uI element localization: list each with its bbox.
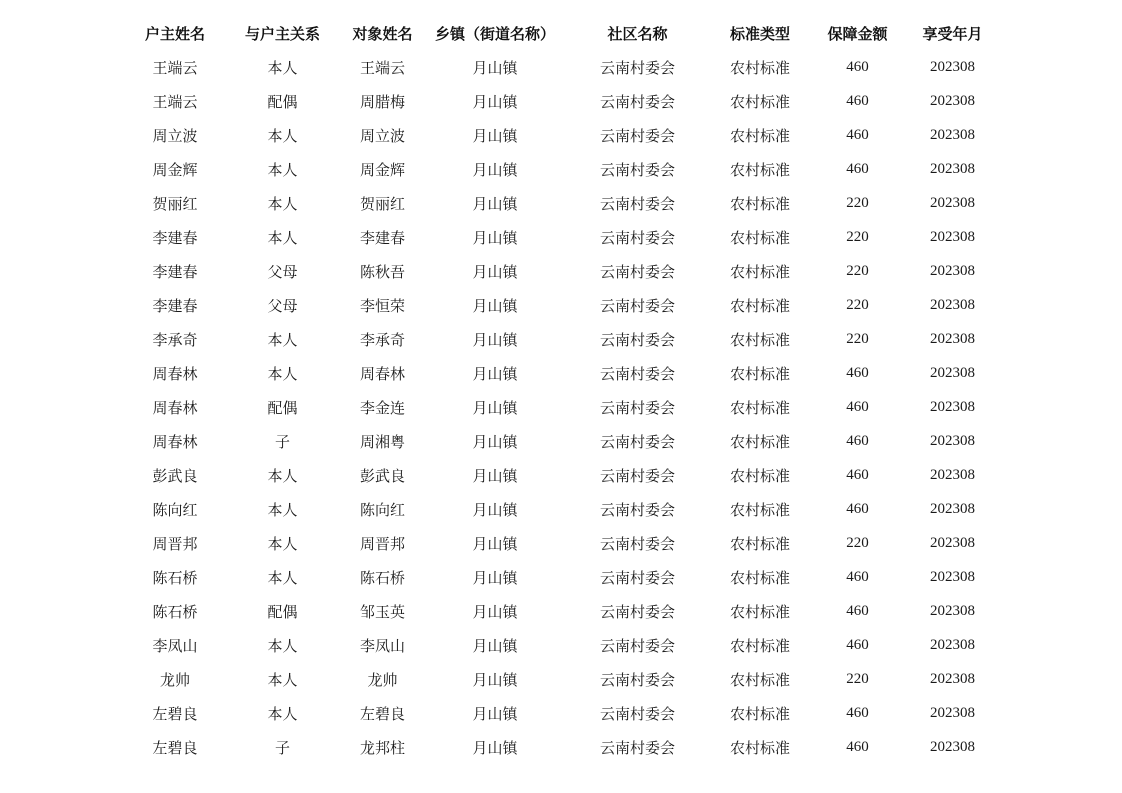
cell-benefit-month: 202308	[930, 58, 975, 75]
cell-recipient-name: 李恒荣	[359, 296, 405, 315]
cell-recipient-name: 左碧良	[359, 704, 405, 723]
cell-subsidy-amount: 460	[846, 92, 869, 109]
cell-benefit-month: 202308	[930, 92, 975, 109]
cell-household-head-name: 周春林	[152, 398, 198, 417]
table-row	[120, 390, 995, 424]
table-body	[120, 50, 995, 764]
cell-subsidy-amount: 220	[846, 670, 869, 687]
cell-benefit-month: 202308	[930, 636, 975, 653]
cell-standard-type: 农村标准	[729, 330, 790, 349]
cell-benefit-month: 202308	[930, 534, 975, 551]
cell-household-head-name: 李建春	[152, 262, 198, 281]
cell-recipient-name: 陈向红	[359, 500, 405, 519]
cell-standard-type: 农村标准	[729, 58, 790, 77]
cell-standard-type: 农村标准	[729, 738, 790, 757]
beneficiary-table	[120, 16, 995, 764]
cell-community-name: 云南村委会	[599, 568, 675, 587]
cell-benefit-month: 202308	[930, 466, 975, 483]
cell-community-name: 云南村委会	[599, 704, 675, 723]
cell-community-name: 云南村委会	[599, 126, 675, 145]
cell-household-head-name: 周晋邦	[152, 534, 198, 553]
header-row	[120, 16, 995, 50]
table-row	[120, 186, 995, 220]
cell-relationship: 配偶	[267, 398, 298, 417]
cell-relationship: 父母	[267, 296, 298, 315]
cell-township: 月山镇	[472, 228, 518, 247]
table-row	[120, 458, 995, 492]
cell-relationship: 本人	[267, 126, 298, 145]
cell-subsidy-amount: 460	[846, 398, 869, 415]
cell-standard-type: 农村标准	[729, 364, 790, 383]
cell-recipient-name: 李承奇	[359, 330, 405, 349]
cell-subsidy-amount: 220	[846, 194, 869, 211]
cell-township: 月山镇	[472, 92, 518, 111]
cell-township: 月山镇	[472, 364, 518, 383]
cell-household-head-name: 王端云	[152, 92, 198, 111]
cell-standard-type: 农村标准	[729, 160, 790, 179]
cell-standard-type: 农村标准	[729, 194, 790, 213]
cell-subsidy-amount: 460	[846, 126, 869, 143]
cell-household-head-name: 左碧良	[152, 704, 198, 723]
cell-household-head-name: 左碧良	[152, 738, 198, 757]
header-community-name: 社区名称	[607, 24, 668, 43]
cell-township: 月山镇	[472, 194, 518, 213]
table-row	[120, 560, 995, 594]
cell-benefit-month: 202308	[930, 160, 975, 177]
cell-household-head-name: 王端云	[152, 58, 198, 77]
cell-relationship: 本人	[267, 194, 298, 213]
header-household-head-name: 户主姓名	[144, 24, 205, 43]
cell-township: 月山镇	[472, 670, 518, 689]
cell-community-name: 云南村委会	[599, 670, 675, 689]
cell-community-name: 云南村委会	[599, 500, 675, 519]
cell-recipient-name: 周金辉	[359, 160, 405, 179]
cell-household-head-name: 陈向红	[152, 500, 198, 519]
cell-community-name: 云南村委会	[599, 194, 675, 213]
cell-standard-type: 农村标准	[729, 126, 790, 145]
cell-township: 月山镇	[472, 738, 518, 757]
cell-relationship: 本人	[267, 160, 298, 179]
cell-standard-type: 农村标准	[729, 466, 790, 485]
cell-subsidy-amount: 460	[846, 364, 869, 381]
cell-household-head-name: 李建春	[152, 228, 198, 247]
cell-township: 月山镇	[472, 466, 518, 485]
cell-relationship: 本人	[267, 58, 298, 77]
cell-household-head-name: 陈石桥	[152, 568, 198, 587]
cell-relationship: 本人	[267, 636, 298, 655]
cell-standard-type: 农村标准	[729, 500, 790, 519]
header-benefit-month: 享受年月	[922, 24, 983, 43]
cell-recipient-name: 陈秋吾	[359, 262, 405, 281]
header-standard-type: 标准类型	[729, 24, 790, 43]
cell-household-head-name: 彭武良	[152, 466, 198, 485]
table-row	[120, 84, 995, 118]
cell-recipient-name: 陈石桥	[359, 568, 405, 587]
cell-subsidy-amount: 460	[846, 602, 869, 619]
table-row	[120, 696, 995, 730]
cell-relationship: 本人	[267, 466, 298, 485]
table-row	[120, 50, 995, 84]
cell-relationship: 本人	[267, 330, 298, 349]
cell-subsidy-amount: 220	[846, 534, 869, 551]
cell-household-head-name: 贺丽红	[152, 194, 198, 213]
cell-community-name: 云南村委会	[599, 330, 675, 349]
cell-standard-type: 农村标准	[729, 670, 790, 689]
cell-community-name: 云南村委会	[599, 58, 675, 77]
cell-benefit-month: 202308	[930, 500, 975, 517]
cell-recipient-name: 彭武良	[359, 466, 405, 485]
table-row	[120, 628, 995, 662]
cell-subsidy-amount: 460	[846, 568, 869, 585]
cell-subsidy-amount: 460	[846, 58, 869, 75]
cell-household-head-name: 李凤山	[152, 636, 198, 655]
cell-community-name: 云南村委会	[599, 636, 675, 655]
header-subsidy-amount: 保障金额	[827, 24, 888, 43]
cell-standard-type: 农村标准	[729, 636, 790, 655]
cell-community-name: 云南村委会	[599, 398, 675, 417]
cell-subsidy-amount: 220	[846, 296, 869, 313]
cell-relationship: 本人	[267, 670, 298, 689]
table-row	[120, 356, 995, 390]
cell-benefit-month: 202308	[930, 228, 975, 245]
cell-township: 月山镇	[472, 58, 518, 77]
cell-benefit-month: 202308	[930, 670, 975, 687]
cell-subsidy-amount: 460	[846, 466, 869, 483]
table-row	[120, 288, 995, 322]
cell-community-name: 云南村委会	[599, 262, 675, 281]
cell-recipient-name: 周立波	[359, 126, 405, 145]
cell-subsidy-amount: 460	[846, 704, 869, 721]
cell-relationship: 父母	[267, 262, 298, 281]
cell-community-name: 云南村委会	[599, 160, 675, 179]
cell-benefit-month: 202308	[930, 330, 975, 347]
cell-benefit-month: 202308	[930, 568, 975, 585]
table-row	[120, 322, 995, 356]
cell-community-name: 云南村委会	[599, 432, 675, 451]
cell-standard-type: 农村标准	[729, 398, 790, 417]
cell-benefit-month: 202308	[930, 296, 975, 313]
cell-community-name: 云南村委会	[599, 534, 675, 553]
cell-recipient-name: 李凤山	[359, 636, 405, 655]
table-row	[120, 594, 995, 628]
cell-household-head-name: 周春林	[152, 432, 198, 451]
cell-household-head-name: 周金辉	[152, 160, 198, 179]
cell-standard-type: 农村标准	[729, 296, 790, 315]
cell-township: 月山镇	[472, 534, 518, 553]
cell-township: 月山镇	[472, 330, 518, 349]
cell-community-name: 云南村委会	[599, 602, 675, 621]
cell-standard-type: 农村标准	[729, 228, 790, 247]
cell-benefit-month: 202308	[930, 126, 975, 143]
cell-subsidy-amount: 460	[846, 160, 869, 177]
table-row	[120, 254, 995, 288]
cell-relationship: 子	[274, 432, 290, 451]
cell-subsidy-amount: 460	[846, 738, 869, 755]
cell-township: 月山镇	[472, 636, 518, 655]
cell-standard-type: 农村标准	[729, 602, 790, 621]
table-row	[120, 492, 995, 526]
cell-benefit-month: 202308	[930, 738, 975, 755]
cell-recipient-name: 周腊梅	[359, 92, 405, 111]
cell-community-name: 云南村委会	[599, 228, 675, 247]
table-row	[120, 730, 995, 764]
cell-township: 月山镇	[472, 262, 518, 281]
header-relationship: 与户主关系	[244, 24, 320, 43]
cell-benefit-month: 202308	[930, 194, 975, 211]
cell-relationship: 子	[274, 738, 290, 757]
cell-recipient-name: 李建春	[359, 228, 405, 247]
cell-standard-type: 农村标准	[729, 568, 790, 587]
cell-subsidy-amount: 460	[846, 432, 869, 449]
table-header	[120, 16, 995, 50]
cell-relationship: 配偶	[267, 92, 298, 111]
cell-community-name: 云南村委会	[599, 466, 675, 485]
table-row	[120, 424, 995, 458]
cell-household-head-name: 龙帅	[159, 670, 190, 689]
cell-subsidy-amount: 220	[846, 228, 869, 245]
table-row	[120, 152, 995, 186]
cell-township: 月山镇	[472, 432, 518, 451]
table-row	[120, 118, 995, 152]
cell-recipient-name: 周晋邦	[359, 534, 405, 553]
cell-standard-type: 农村标准	[729, 262, 790, 281]
cell-township: 月山镇	[472, 500, 518, 519]
cell-benefit-month: 202308	[930, 602, 975, 619]
cell-household-head-name: 陈石桥	[152, 602, 198, 621]
header-township: 乡镇（街道名称）	[434, 24, 555, 43]
cell-benefit-month: 202308	[930, 364, 975, 381]
table-row	[120, 662, 995, 696]
cell-subsidy-amount: 220	[846, 330, 869, 347]
cell-recipient-name: 邹玉英	[359, 602, 405, 621]
cell-recipient-name: 李金连	[359, 398, 405, 417]
cell-subsidy-amount: 460	[846, 636, 869, 653]
cell-relationship: 本人	[267, 704, 298, 723]
cell-community-name: 云南村委会	[599, 738, 675, 757]
cell-township: 月山镇	[472, 296, 518, 315]
cell-township: 月山镇	[472, 126, 518, 145]
cell-relationship: 本人	[267, 534, 298, 553]
cell-township: 月山镇	[472, 568, 518, 587]
cell-household-head-name: 李承奇	[152, 330, 198, 349]
cell-household-head-name: 李建春	[152, 296, 198, 315]
cell-household-head-name: 周立波	[152, 126, 198, 145]
cell-township: 月山镇	[472, 602, 518, 621]
cell-benefit-month: 202308	[930, 262, 975, 279]
cell-township: 月山镇	[472, 398, 518, 417]
cell-standard-type: 农村标准	[729, 534, 790, 553]
cell-recipient-name: 周湘粤	[359, 432, 405, 451]
cell-community-name: 云南村委会	[599, 296, 675, 315]
cell-township: 月山镇	[472, 160, 518, 179]
header-recipient-name: 对象姓名	[352, 24, 413, 43]
cell-benefit-month: 202308	[930, 398, 975, 415]
cell-recipient-name: 周春林	[359, 364, 405, 383]
table-row	[120, 220, 995, 254]
cell-benefit-month: 202308	[930, 704, 975, 721]
cell-township: 月山镇	[472, 704, 518, 723]
cell-recipient-name: 龙邦柱	[359, 738, 405, 757]
cell-community-name: 云南村委会	[599, 364, 675, 383]
cell-recipient-name: 龙帅	[367, 670, 398, 689]
cell-community-name: 云南村委会	[599, 92, 675, 111]
cell-relationship: 本人	[267, 500, 298, 519]
cell-household-head-name: 周春林	[152, 364, 198, 383]
cell-standard-type: 农村标准	[729, 704, 790, 723]
cell-recipient-name: 贺丽红	[359, 194, 405, 213]
cell-relationship: 配偶	[267, 602, 298, 621]
cell-recipient-name: 王端云	[359, 58, 405, 77]
cell-subsidy-amount: 220	[846, 262, 869, 279]
cell-relationship: 本人	[267, 364, 298, 383]
cell-subsidy-amount: 460	[846, 500, 869, 517]
cell-relationship: 本人	[267, 228, 298, 247]
table-row	[120, 526, 995, 560]
cell-benefit-month: 202308	[930, 432, 975, 449]
cell-standard-type: 农村标准	[729, 92, 790, 111]
cell-relationship: 本人	[267, 568, 298, 587]
cell-standard-type: 农村标准	[729, 432, 790, 451]
